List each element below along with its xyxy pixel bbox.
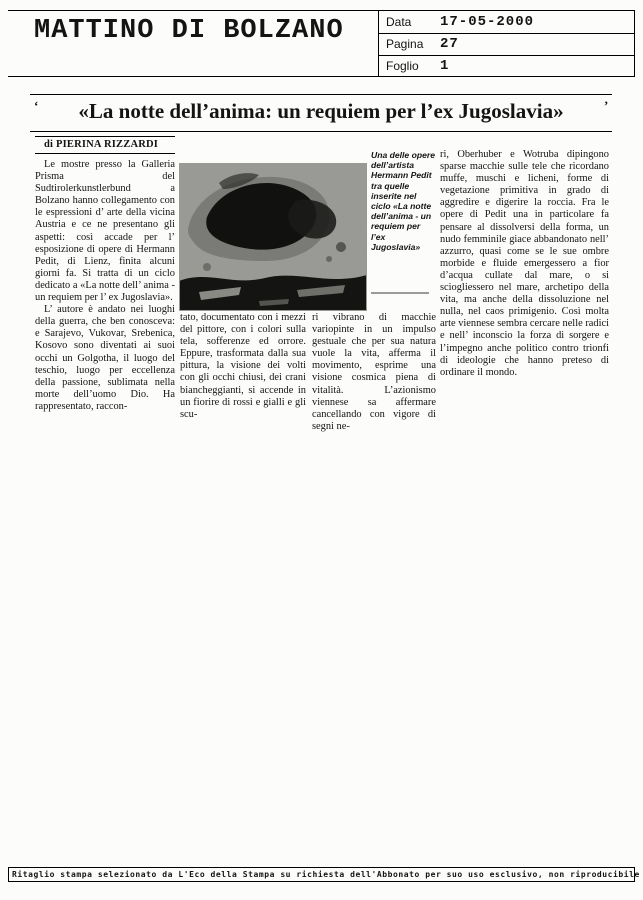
paragraph: Le mostre presso la Galleria Prisma del Sudtirolerkunstlerbund a Bolzano hanno collegamento con le espressioni d’ arte della vicina Austria e ce ne presentano gli aspetti: così accade per l’ esposizione di opere di Hermann Pedit, di Lienz, finita alcuni giorni fa. Si tratta di un ciclo dedicato a «La notte dell’ anima - un requiem per l’ ex Jugoslavia». — [35, 159, 175, 304]
footer-text: Ritaglio stampa selezionato da L'Eco della Stampa su richiesta dell'Abbonato per suo uso esclusivo, non riproducibile — [12, 870, 640, 879]
meta-value-data: 17-05-2000 — [440, 14, 535, 30]
divider — [8, 76, 635, 77]
article-column-4 — [440, 149, 609, 379]
article-byline: di PIERINA RIZZARDI — [44, 139, 159, 150]
article-column-1 — [35, 159, 175, 413]
paragraph: ri, Oberhuber e Wotruba dipingono sparse macchie sulle tele che ricordano muffe, muschi e licheni, forme di vegetazione primitiva in grado di aggredire e digerire la roccia. Fra le opere di Pedit una in particolare fa pensare al dissolversi della forma, un nudo femminile giace abbandonato nell’ azzurro, quasi come se le sue ombre morbide e fluide emergessero a fior d’acqua cullate dal mare, o si sciogliessero nel mare, archetipo della vita, ma anche della dissoluzione nel nulla, nel caos primigenio. Così molta arte viennese sembra cercare nelle radici e nell’ inconscio la forza di sorgere e l’impegno anche politico contro trionfi di ideologie che hanno preteso di ordinare il mondo. — [440, 149, 609, 378]
divider — [35, 136, 175, 137]
article-column-3 — [312, 312, 436, 433]
caption-credit-line — [371, 292, 429, 294]
divider — [378, 33, 635, 34]
meta-label-pagina: Pagina — [386, 37, 424, 51]
paragraph: ri vibrano di macchie variopinte in un impulso gestuale che per sua natura vuole la vita, afferma il movimento, esprime una visione cosmica piena di vitalità. L’azionismo viennese sa affermare cancellando con vigore di segni ne- — [312, 312, 436, 432]
divider — [35, 153, 175, 154]
divider — [634, 10, 635, 76]
headline-crop-mark-left: ‘ — [34, 98, 39, 113]
divider — [30, 94, 612, 95]
divider — [30, 131, 612, 132]
clipping-service-footer — [8, 867, 640, 882]
article-column-2 — [180, 312, 306, 421]
meta-label-data: Data — [386, 15, 412, 29]
artwork-abstract-painting — [179, 163, 367, 311]
meta-value-foglio: 1 — [440, 58, 450, 74]
headline-crop-mark-right: ’ — [604, 98, 609, 113]
article-headline: «La notte dell’anima: un requiem per l’ex Jugoslavia» — [78, 99, 564, 123]
divider — [8, 10, 635, 11]
meta-label-foglio: Foglio — [386, 59, 419, 73]
divider — [378, 10, 379, 76]
divider — [378, 55, 635, 56]
paragraph: L’ autore è andato nei luoghi della guerra, che ben conosceva: e Sarajevo, Vukovar, Srebenica, Kosovo sono diventati ai suoi occhi un Golgotha, il luogo del teschio, luogo per eccellenza della passione, sublimata nella morte dell’uomo Dio. Ha rappresentato, raccon- — [35, 304, 175, 412]
masthead-title: MATTINO DI BOLZANO — [34, 16, 344, 46]
paragraph: tato, documentato con i mezzi del pittore, con i colori sulla tela, sofferenze ed orrore. Eppure, trasformata dalla sua pittura, la visione dei volti con gli occhi chiusi, dei crani biancheggianti, si accende in un fiorire di rossi e gialli e gli scu- — [180, 312, 306, 420]
meta-value-pagina: 27 — [440, 36, 459, 52]
article-photo-artwork — [179, 163, 367, 311]
image-caption: Una delle opere dell’artista Hermann Pedit tra quelle inserite nel ciclo «La notte dell’anima - un requiem per l’ex Jugoslavia» — [371, 150, 435, 252]
